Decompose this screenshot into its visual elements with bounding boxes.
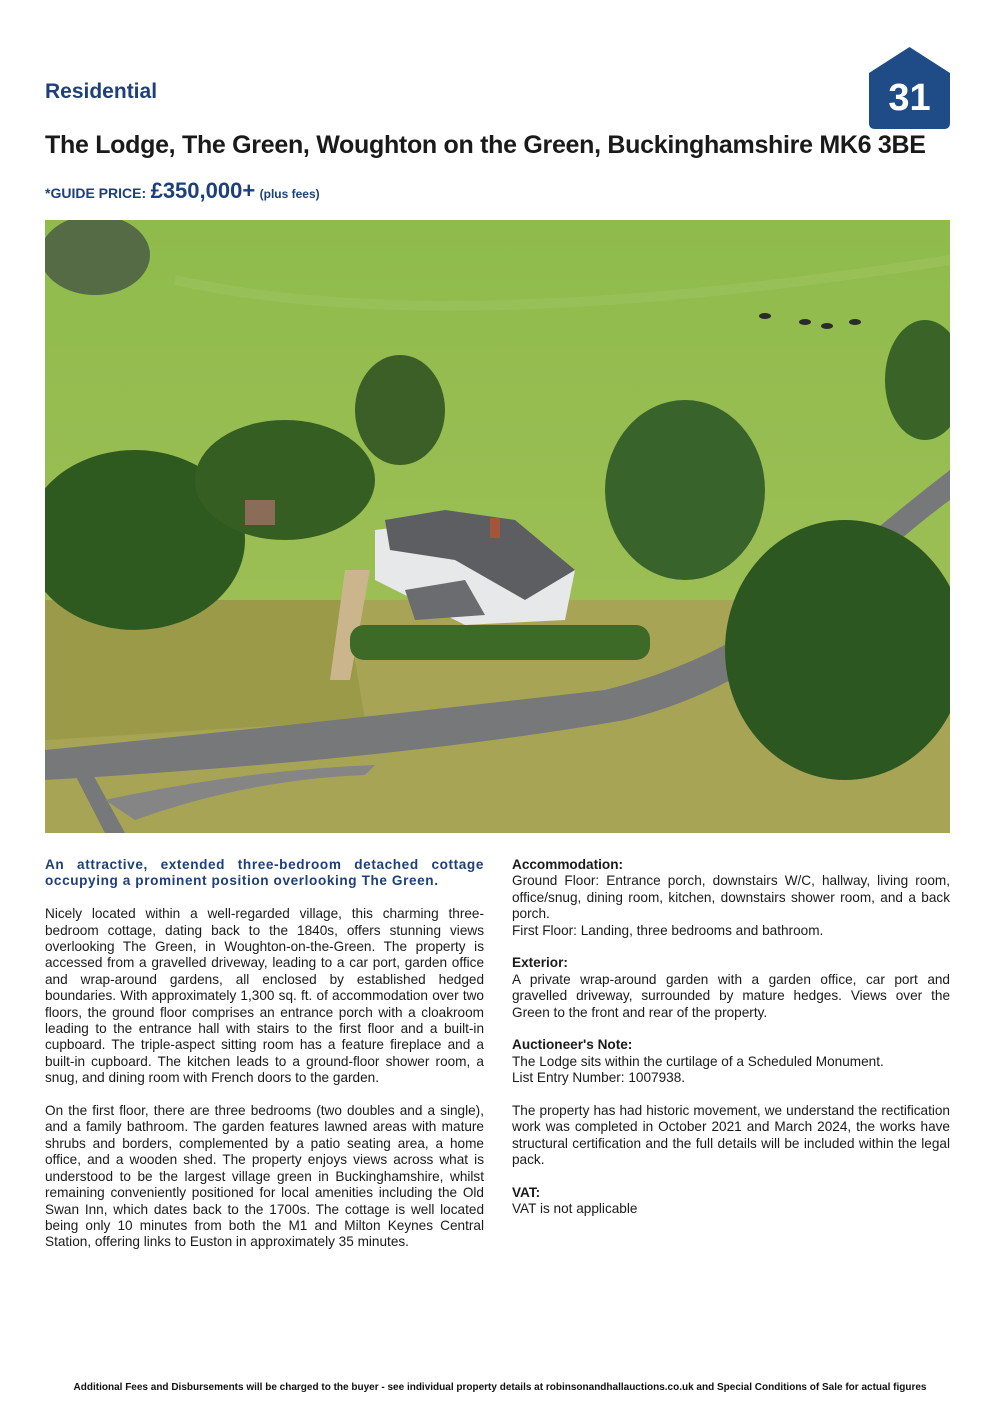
note-line-1: The Lodge sits within the curtilage of a Scheduled Monument. [512, 1053, 884, 1069]
details-column [512, 857, 950, 1234]
guide-price [45, 178, 320, 204]
vat-heading: VAT: [512, 1185, 541, 1201]
footer-disclaimer: Additional Fees and Disbursements will be charged to the buyer - see individual property details at robinsonandhallauctions.co.uk and Special Conditions of Sale for actual figures [73, 1382, 927, 1393]
category-heading: Residential [45, 80, 158, 103]
property-address: The Lodge, The Green, Woughton on the Green, Buckinghamshire MK6 3BE [45, 131, 926, 159]
price-value: £350,000+ [150, 178, 256, 203]
first-floor-text: First Floor: Landing, three bedrooms and bathroom. [512, 922, 824, 938]
description-column [45, 857, 484, 1267]
description-paragraph-1: Nicely located within a well-regarded village, this charming three-bedroom cottage, dating back to the 1840s, offers stunning views overlooking The Green, in Woughton-on-the-Green. The property is accessed from a gravelled driveway, leading to a car port, garden office and wrap-around gardens, all enclosed by established hedged boundaries. With approximately 1,300 sq. ft. of accommodation over two floors, the ground floor comprises an entrance porch with a cloakroom leading to the entrance hall with stairs to the first floor and a built-in cupboard. The triple-aspect sitting room has a feature fireplace and a built-in cupboard. The kitchen leads to a ground-floor shower room, a snug, and dining room with French doors to the garden. [45, 906, 484, 1086]
note-paragraph: The property has had historic movement, we understand the rectification work was completed in October 2021 and March 2024, the works have structural certification and the full details will be included within the legal pack. [512, 1103, 950, 1168]
price-note: (plus fees) [259, 187, 320, 201]
price-label: *GUIDE PRICE: [45, 185, 147, 201]
exterior-text: A private wrap-around garden with a garden office, car port and gravelled driveway, surrounded by mature hedges. Views over the Green to the front and rear of the property. [512, 971, 950, 1020]
exterior-heading: Exterior: [512, 955, 568, 971]
note-line-2: List Entry Number: 1007938. [512, 1070, 686, 1086]
vat-text: VAT is not applicable [512, 1201, 638, 1217]
description-paragraph-2: On the first floor, there are three bedrooms (two doubles and a single), and a family bathroom. The garden features lawned areas with mature shrubs and borders, complemented by a patio seating area, a home office, and a wooden shed. The property enjoys views across what is understood to be the largest village green in Buckinghamshire, whilst remaining conveniently positioned for local amenities including the Old Swan Inn, which dates back to the 1700s. The cottage is well located being only 10 minutes from both the M1 and Milton Keynes Central Station, offering links to Euston in approximately 35 minutes. [45, 1103, 484, 1250]
property-aerial-photo [45, 220, 950, 833]
lot-number: 31 [888, 77, 931, 119]
lead-summary: An attractive, extended three-bedroom detached cottage occupying a prominent position overlooking The Green. [45, 857, 484, 889]
ground-floor-text: Ground Floor: Entrance porch, downstairs W/C, hallway, living room, office/snug, dining room, kitchen, downstairs shower room, and a back porch. [512, 873, 950, 922]
lot-number-badge [869, 47, 950, 129]
auctioneers-note-heading: Auctioneer's Note: [512, 1037, 633, 1053]
accommodation-heading: Accommodation: [512, 857, 624, 872]
